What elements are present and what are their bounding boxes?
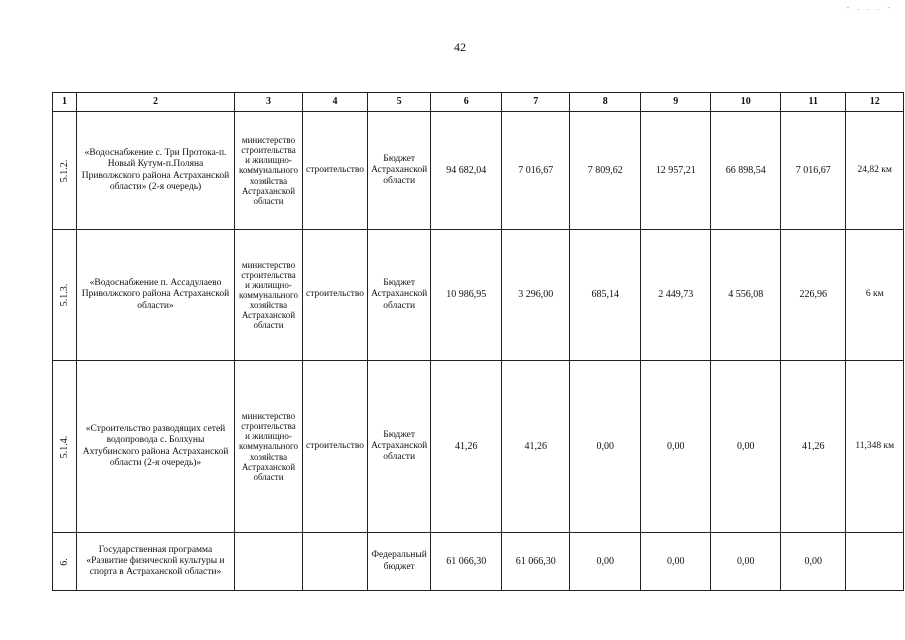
item-value: 0,00 xyxy=(711,533,781,591)
header-row xyxy=(53,93,904,112)
item-capacity xyxy=(846,533,904,591)
item-value: 61 066,30 xyxy=(502,533,570,591)
item-number: 5.1.3. xyxy=(53,230,77,361)
item-executor: министерство строительства и жилищно-коммунального хозяйства Астраханской области xyxy=(235,361,303,533)
item-source: Бюджет Астраханской области xyxy=(368,112,431,230)
item-source: Федеральный бюджет xyxy=(368,533,431,591)
table-row xyxy=(53,230,904,361)
table-row xyxy=(53,533,904,591)
item-value: 66 898,54 xyxy=(711,112,781,230)
item-name: «Водоснабжение с. Три Протока-п. Новый Кутум-п.Поляна Приволжского района Астраханской области» (2-я очередь) xyxy=(77,112,235,230)
item-value: 3 296,00 xyxy=(502,230,570,361)
item-value: 10 986,95 xyxy=(431,230,502,361)
item-value: 0,00 xyxy=(711,361,781,533)
header-cell: 12 xyxy=(846,93,904,112)
item-name: «Водоснабжение п. Ассадулаево Приволжского района Астраханской области» xyxy=(77,230,235,361)
item-name: «Строительство разводящих сетей водопровода с. Болхуны Ахтубинского района Астраханской области (2-я очередь)» xyxy=(77,361,235,533)
item-value: 0,00 xyxy=(641,533,711,591)
header-cell: 9 xyxy=(641,93,711,112)
header-cell: 2 xyxy=(77,93,235,112)
page-number: 42 xyxy=(454,40,466,54)
table-row xyxy=(53,112,904,230)
item-value: 226,96 xyxy=(781,230,846,361)
item-number: 6. xyxy=(53,533,77,591)
item-value: 12 957,21 xyxy=(641,112,711,230)
item-type: строительство xyxy=(303,112,368,230)
item-capacity: 24,82 км xyxy=(846,112,904,230)
item-executor xyxy=(235,533,303,591)
item-value: 7 016,67 xyxy=(502,112,570,230)
item-value: 685,14 xyxy=(570,230,641,361)
item-type: строительство xyxy=(303,230,368,361)
scan-marks: - . . . - xyxy=(846,3,893,12)
item-source: Бюджет Астраханской области xyxy=(368,230,431,361)
item-value: 2 449,73 xyxy=(641,230,711,361)
item-source: Бюджет Астраханской области xyxy=(368,361,431,533)
header-cell: 6 xyxy=(431,93,502,112)
item-value: 0,00 xyxy=(781,533,846,591)
item-executor: министерство строительства и жилищно-коммунального хозяйства Астраханской области xyxy=(235,112,303,230)
header-cell: 7 xyxy=(502,93,570,112)
item-value: 41,26 xyxy=(431,361,502,533)
item-value: 0,00 xyxy=(570,533,641,591)
item-capacity: 11,348 км xyxy=(846,361,904,533)
item-executor: министерство строительства и жилищно-коммунального хозяйства Астраханской области xyxy=(235,230,303,361)
item-value: 0,00 xyxy=(570,361,641,533)
header-cell: 1 xyxy=(53,93,77,112)
table-row xyxy=(53,361,904,533)
item-name: Государственная программа «Развитие физической культуры и спорта в Астраханской области» xyxy=(77,533,235,591)
item-type xyxy=(303,533,368,591)
item-number: 5.1.2. xyxy=(53,112,77,230)
item-value: 94 682,04 xyxy=(431,112,502,230)
item-value: 7 809,62 xyxy=(570,112,641,230)
item-value: 61 066,30 xyxy=(431,533,502,591)
budget-table xyxy=(52,92,904,591)
item-value: 41,26 xyxy=(502,361,570,533)
item-capacity: 6 км xyxy=(846,230,904,361)
item-value: 0,00 xyxy=(641,361,711,533)
header-cell: 8 xyxy=(570,93,641,112)
header-cell: 11 xyxy=(781,93,846,112)
header-cell: 3 xyxy=(235,93,303,112)
item-value: 41,26 xyxy=(781,361,846,533)
item-value: 4 556,08 xyxy=(711,230,781,361)
header-cell: 5 xyxy=(368,93,431,112)
header-cell: 4 xyxy=(303,93,368,112)
item-type: строительство xyxy=(303,361,368,533)
header-cell: 10 xyxy=(711,93,781,112)
item-number: 5.1.4. xyxy=(53,361,77,533)
item-value: 7 016,67 xyxy=(781,112,846,230)
